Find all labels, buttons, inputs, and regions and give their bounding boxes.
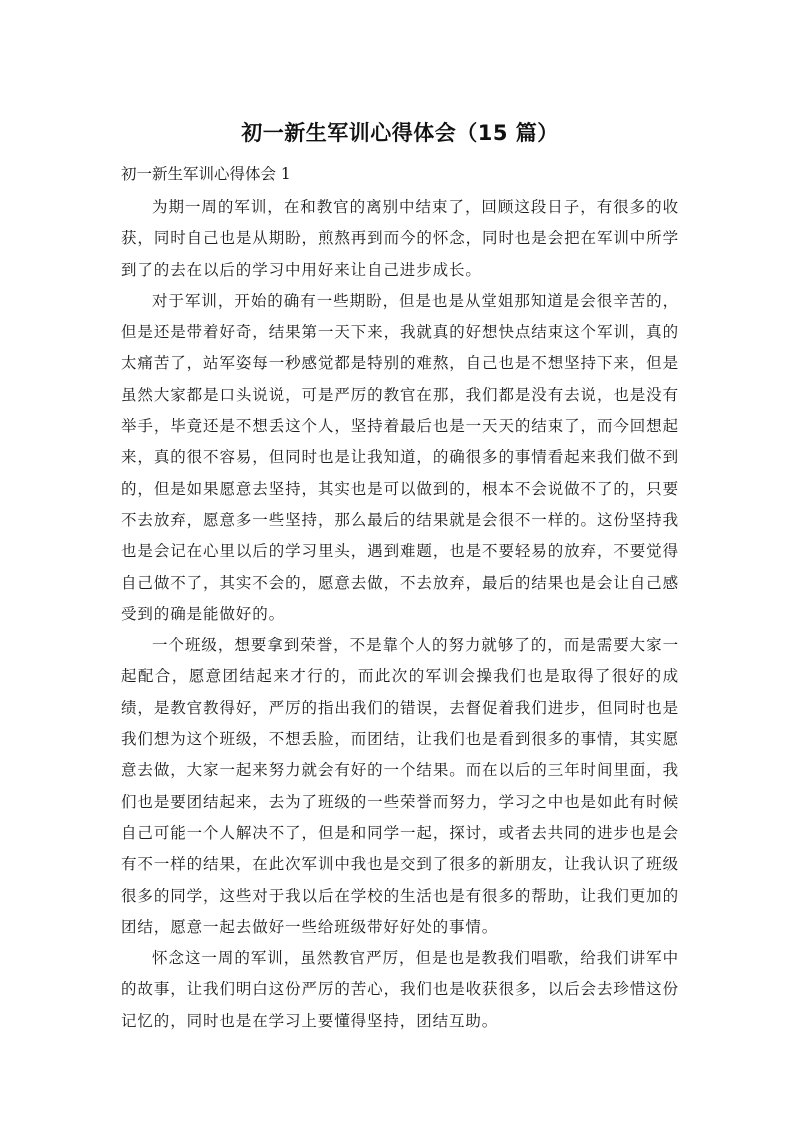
document-body [121,192,679,1037]
paragraph-1: 为期一周的军训，在和教官的离别中结束了，回顾这段日子，有很多的收获，同时自己也是从期盼，煎熬再到而今的怀念，同时也是会把在军训中所学到了的去在以后的学习中用好来让自己进步成长。 [121,198,679,279]
paragraph-2: 对于军训，开始的确有一些期盼，但是也是从堂姐那知道是会很辛苦的，但是还是带着好奇，结果第一天下来，我就真的好想快点结束这个军训，真的太痛苦了，站军姿每一秒感觉都是特别的难熬，自己也是不想坚持下来，但是虽然大家都是口头说说，可是严厉的教官在那，我们都是没有去说，也是没有举手，毕竟还是不想丢这个人，坚持着最后也是一天天的结束了，而今回想起来，真的很不容易，但同时也是让我知道，的确很多的事情看起来我们做不到的，但是如果愿意去坚持，其实也是可以做到的，根本不会说做不了的，只要不去放弃，愿意多一些坚持，那么最后的结果就是会很不一样的。这份坚持我也是会记在心里以后的学习里头，遇到难题，也是不要轻易的放弃，不要觉得自己做不了，其实不会的，愿意去做，不去放弃，最后的结果也是会让自己感受到的确是能做好的。 [121,291,679,623]
paragraph-4: 怀念这一周的军训，虽然教官严厉，但是也是教我们唱歌，给我们讲军中的故事，让我们明白这份严厉的苦心，我们也是收获很多，以后会去珍惜这份记忆的，同时也是在学习上要懂得坚持，团结互助。 [121,949,679,1030]
paragraph-3: 一个班级，想要拿到荣誉，不是靠个人的努力就够了的，而是需要大家一起配合，愿意团结起来才行的，而此次的军训会操我们也是取得了很好的成绩，是教官教得好，严厉的指出我们的错误，去督促着我们进步，但同时也是我们想为这个班级，不想丢脸，而团结，让我们也是看到很多的事情，其实愿意去做，大家一起来努力就会有好的一个结果。而在以后的三年时间里面，我们也是要团结起来，去为了班级的一些荣誉而努力，学习之中也是如此有时候自己可能一个人解决不了，但是和同学一起，探讨，或者去共同的进步也是会有不一样的结果，在此次军训中我也是交到了很多的新朋友，让我认识了班级很多的同学，这些对于我以后在学校的生活也是有很多的帮助，让我们更加的团结，愿意一起去做好一些给班级带好好处的事情。 [121,636,679,936]
section-heading: 初一新生军训心得体会 1 [121,165,291,183]
document-title: 初一新生军训心得体会（15 篇） [241,121,559,145]
